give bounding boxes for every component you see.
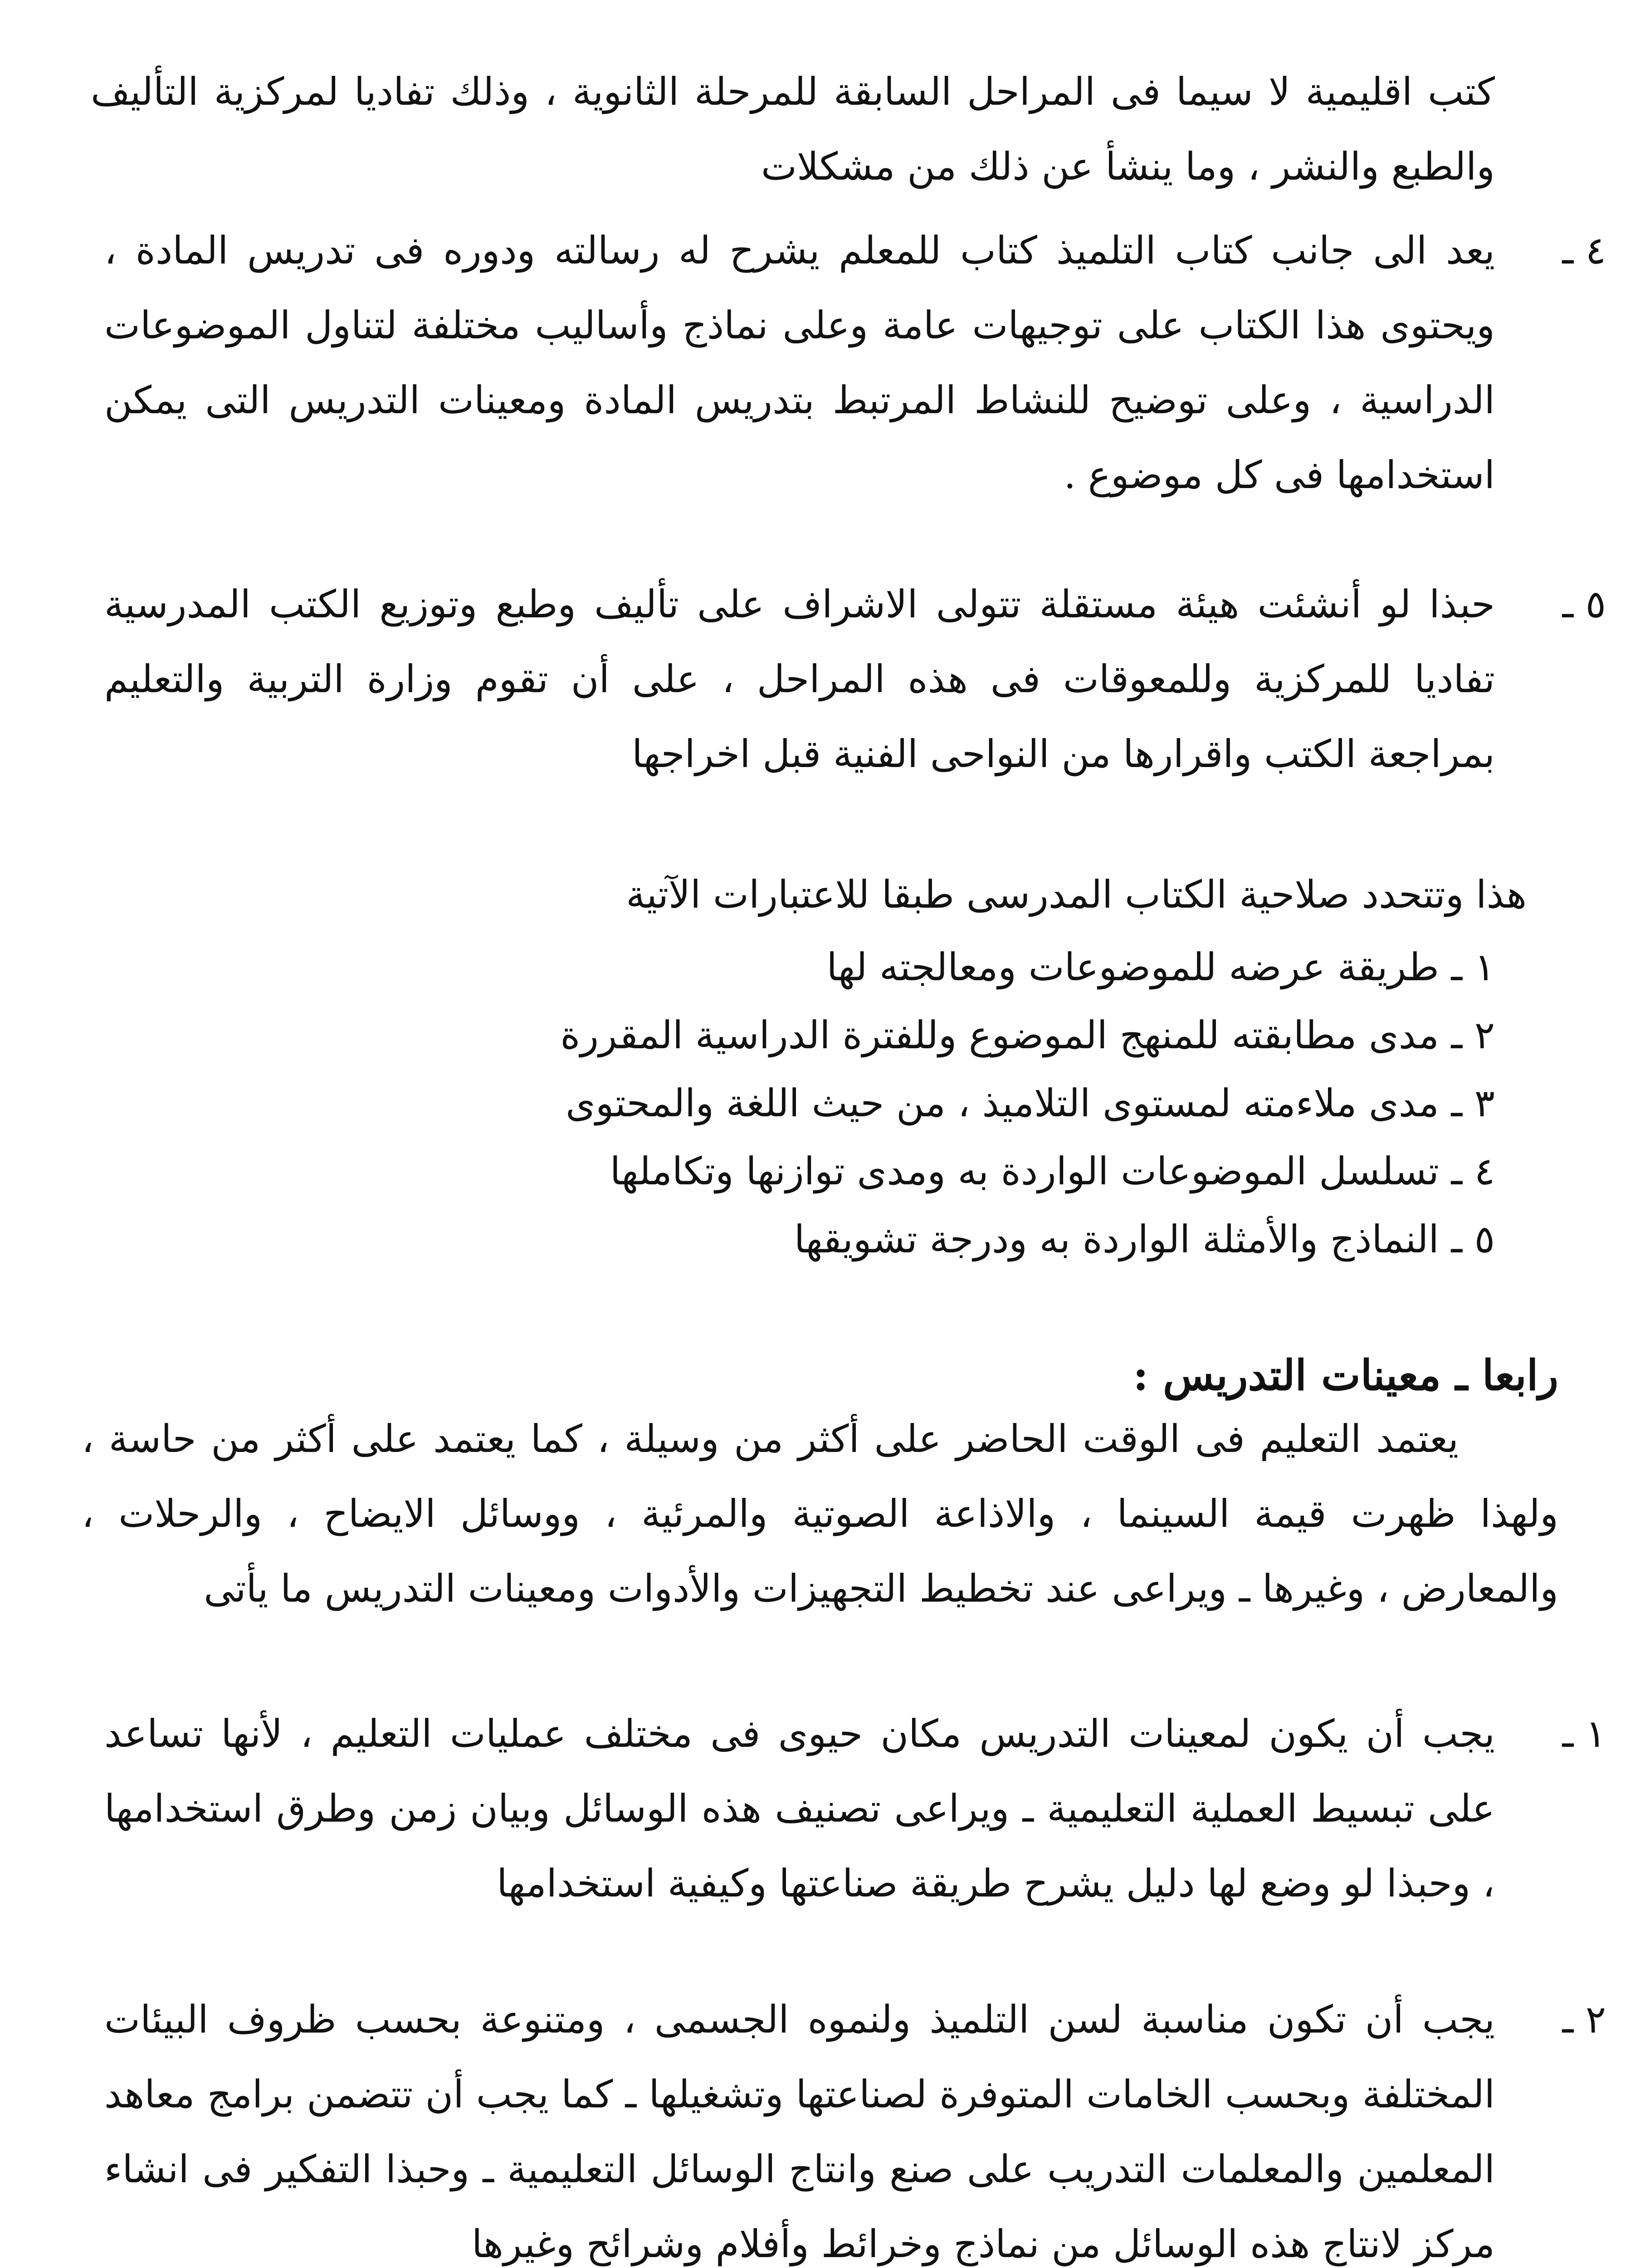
item-number: ١ ـ: [1562, 1711, 1606, 1756]
list-item: [104, 1982, 1606, 2268]
item-text: يجب أن يكون لمعينات التدريس مكان حيوى فى مختلف عمليات التعليم ، لأنها تساعد على تبسيط العملية التعليمية ـ ويراعى تصنيف هذه الوسائل وبيان زمن وطرق استخدامها ، وحبذا لو وضع لها دليل يشرح طريقة صناعتها وكيفية استخدامها: [104, 1711, 1495, 1906]
section-paragraph: يعتمد التعليم فى الوقت الحاضر على أكثر من وسيلة ، كما يعتمد على أكثر من حاسة ، ولهذا ظهرت قيمة السينما ، والاذاعة الصوتية والمرئية ، ووسائل الايضاح ، والرحلات ، والمعارض ، وغيرها ـ ويراعى عند تخطيط التجهيزات والأدوات ومعينات التدريس ما يأتى: [82, 1417, 1558, 1611]
criteria-item: ٣ ـ مدى ملاءمته لمستوى التلاميذ ، من حيث اللغة والمحتوى: [566, 1081, 1495, 1125]
criteria-item: ٢ ـ مدى مطابقته للمنهج الموضوع وللفترة الدراسية المقررة: [560, 1013, 1495, 1057]
section-heading: رابعا ـ معينات التدريس :: [1133, 1351, 1558, 1400]
item-text: حبذا لو أنشئت هيئة مستقلة تتولى الاشراف على تأليف وطبع وتوزيع الكتب المدرسية تفاديا للمركزية وللمعوقات فى هذه المراحل ، على أن تقوم وزارة التربية والتعليم بمراجعة الكتب واقرارها من النواحى الفنية قبل اخراجها: [104, 582, 1495, 776]
item-number: ٤ ـ: [1562, 228, 1606, 273]
list-item: [104, 567, 1606, 792]
list-item: [104, 1696, 1606, 1921]
list-item: [104, 213, 1606, 513]
criteria-item: ١ ـ طريقة عرضه للموضوعات ومعالجته لها: [826, 945, 1495, 989]
item-text: يجب أن تكون مناسبة لسن التلميذ ولنموه الجسمى ، ومتنوعة بحسب ظروف البيئات المختلفة وبحسب الخامات المتوفرة لصناعتها وتشغيلها ـ كما يجب أن تتضمن برامج معاهد المعلمين والمعلمات التدريب على صنع وانتاج الوسائل التعليمية ـ وحبذا التفكير فى انشاء مركز لانتاج هذه الوسائل من نماذج وخرائط وأفلام وشرائح وغيرها: [104, 1997, 1495, 2266]
item-text: يعد الى جانب كتاب التلميذ كتاب للمعلم يشرح له رسالته ودوره فى تدريس المادة ، ويحتوى هذا الكتاب على توجيهات عامة وعلى نماذج وأساليب مختلفة لتناول الموضوعات الدراسية ، وعلى توضيح للنشاط المرتبط بتدريس المادة ومعينات التدريس التى يمكن استخدامها فى كل موضوع .: [104, 228, 1495, 497]
criteria-intro: هذا وتتحدد صلاحية الكتاب المدرسى طبقا للاعتبارات الآتية: [626, 872, 1527, 917]
intro-text: كتب اقليمية لا سيما فى المراحل السابقة للمرحلة الثانوية ، وذلك تفاديا لمركزية التأليف والطبع والنشر ، وما ينشأ عن ذلك من مشكلات: [91, 69, 1495, 189]
item-number: ٥ ـ: [1562, 582, 1606, 626]
intro-paragraph: [91, 54, 1495, 204]
criteria-item: ٤ ـ تسلسل الموضوعات الواردة به ومدى توازنها وتكاملها: [610, 1149, 1495, 1193]
criteria-item: ٥ ـ النماذج والأمثلة الواردة به ودرجة تشويقها: [794, 1217, 1495, 1261]
item-number: ٢ ـ: [1562, 1997, 1606, 2042]
